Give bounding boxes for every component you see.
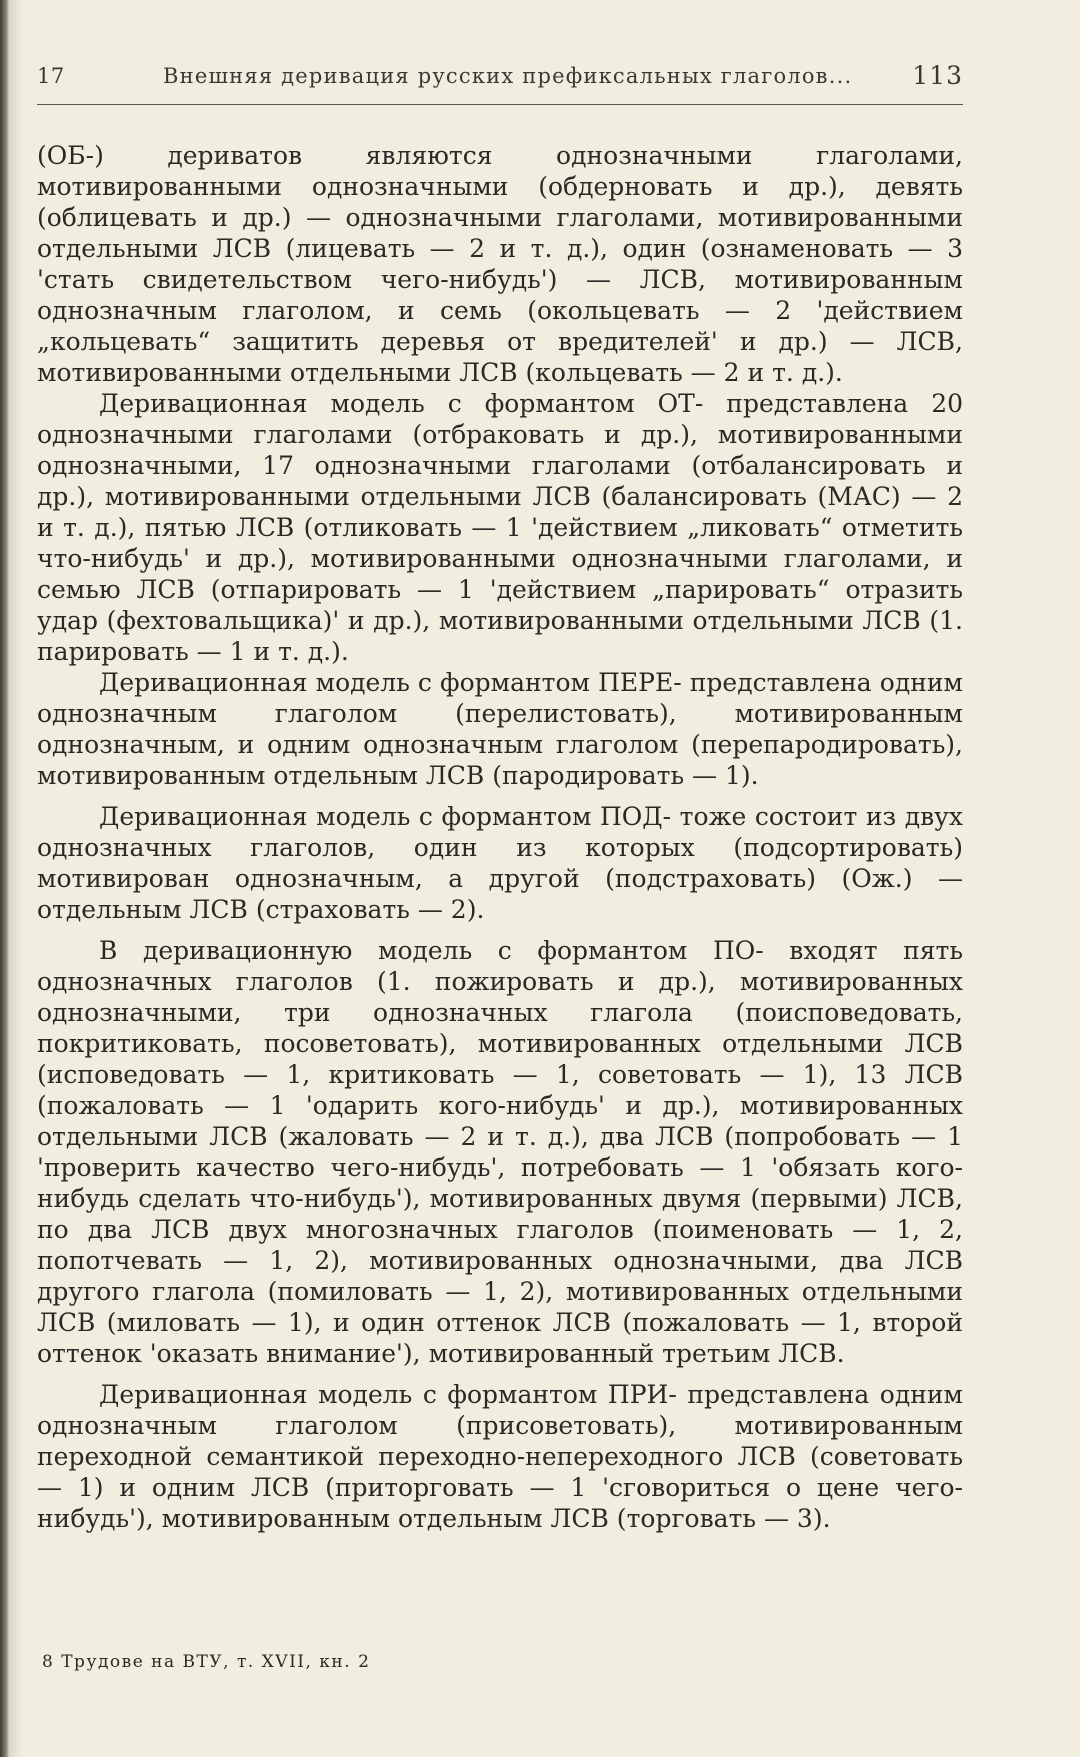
paragraph-pri: Деривационная модель с формантом ПРИ- представлена одним однозначным глаголом (присоветовать), мотивированным переходной семантикой переходно-непереходного ЛСВ (советовать — 1) и одним ЛСВ (приторговать — 1 'сговориться о цене чего-нибудь'), мотивированным отдельным ЛСВ (торговать — 3). <box>37 1380 963 1533</box>
paragraph-pod: Деривационная модель с формантом ПОД- тоже состоит из двух однозначных глаголов, один из которых (подсортировать) мотивирован однозначным, а другой (подстраховать) (Ож.) — отдельным ЛСВ (страховать — 2). <box>37 802 963 924</box>
header-rule <box>37 104 963 105</box>
paragraph-pere: Деривационная модель с формантом ПЕРЕ- представлена одним однозначным глаголом (перелистовать), мотивированным однозначным, и одним однозначным глаголом (перепародировать), мотивированным отдельным ЛСВ (пародировать — 1). <box>37 668 963 790</box>
paragraph-po: В деривационную модель с формантом ПО- входят пять однозначных глаголов (1. пожировать и др.), мотивированных однозначными, три однозначных глагола (поисповедовать, покритиковать, посоветовать), мотивированных отдельными ЛСВ (исповедовать — 1, критиковать — 1, советовать — 1), 13 ЛСВ (пожаловать — 1 'одарить кого-нибудь' и др.), мотивированных отдельными ЛСВ (жаловать — 2 и т. д.), два ЛСВ (попробовать — 1 'проверить качество чего-нибудь', потребовать — 1 'обязать кого-нибудь сделать что-нибудь'), мотивированных двумя (первыми) ЛСВ, по два ЛСВ двух многозначных глаголов (поименовать — 1, 2, попотчевать — 1, 2), мотивированных однозначными, два ЛСВ другого глагола (помиловать — 1, 2), мотивированных отдельными ЛСВ (миловать — 1), и один оттенок ЛСВ (пожаловать — 1, второй оттенок 'оказать внимание'), мотивированный третьим ЛСВ. <box>37 936 963 1368</box>
page-number: 113 <box>912 61 963 90</box>
book-spine-edge <box>0 0 9 1757</box>
paragraph-ot: Деривационная модель с формантом ОТ- представлена 20 однозначными глаголами (отбраковать и др.), мотивированными однозначными, 17 однозначными глаголами (отбалансировать и др.), мотивированными отдельными ЛСВ (балансировать (МАС) — 2 и т. д.), пятью ЛСВ (отликовать — 1 'действием „ликовать“ отметить что-нибудь' и др.), мотивированными однозначными глаголами, и семью ЛСВ (отпарировать — 1 'действием „парировать“ отразить удар (фехтовальщика)' и др.), мотивированными отдельными ЛСВ (1. парировать — 1 и т. д.). <box>37 389 963 666</box>
main-text <box>37 140 963 1534</box>
running-header <box>37 61 963 96</box>
header-left-number: 17 <box>37 64 65 88</box>
running-title: Внешняя деривация русских префиксальных глаголов... <box>163 64 853 88</box>
paragraph-ob-continuation: (ОБ-) дериватов являются однозначными глаголами, мотивированными однозначными (обдерновать и др.), девять (облицевать и др.) — однозначными глаголами, мотивированными отдельными ЛСВ (лицевать — 2 и т. д.), один (ознаменовать — 3 'стать свидетельством чего-нибудь') — ЛСВ, мотивированным однозначным глаголом, и семь (окольцевать — 2 'действием „кольцевать“ защитить деревья от вредителей' и др.) — ЛСВ, мотивированными отдельными ЛСВ (кольцевать — 2 и т. д.). <box>37 141 963 387</box>
spine-shadow <box>9 0 23 1757</box>
signature-footer: 8 Трудове на ВТУ, т. XVII, кн. 2 <box>42 1652 371 1672</box>
